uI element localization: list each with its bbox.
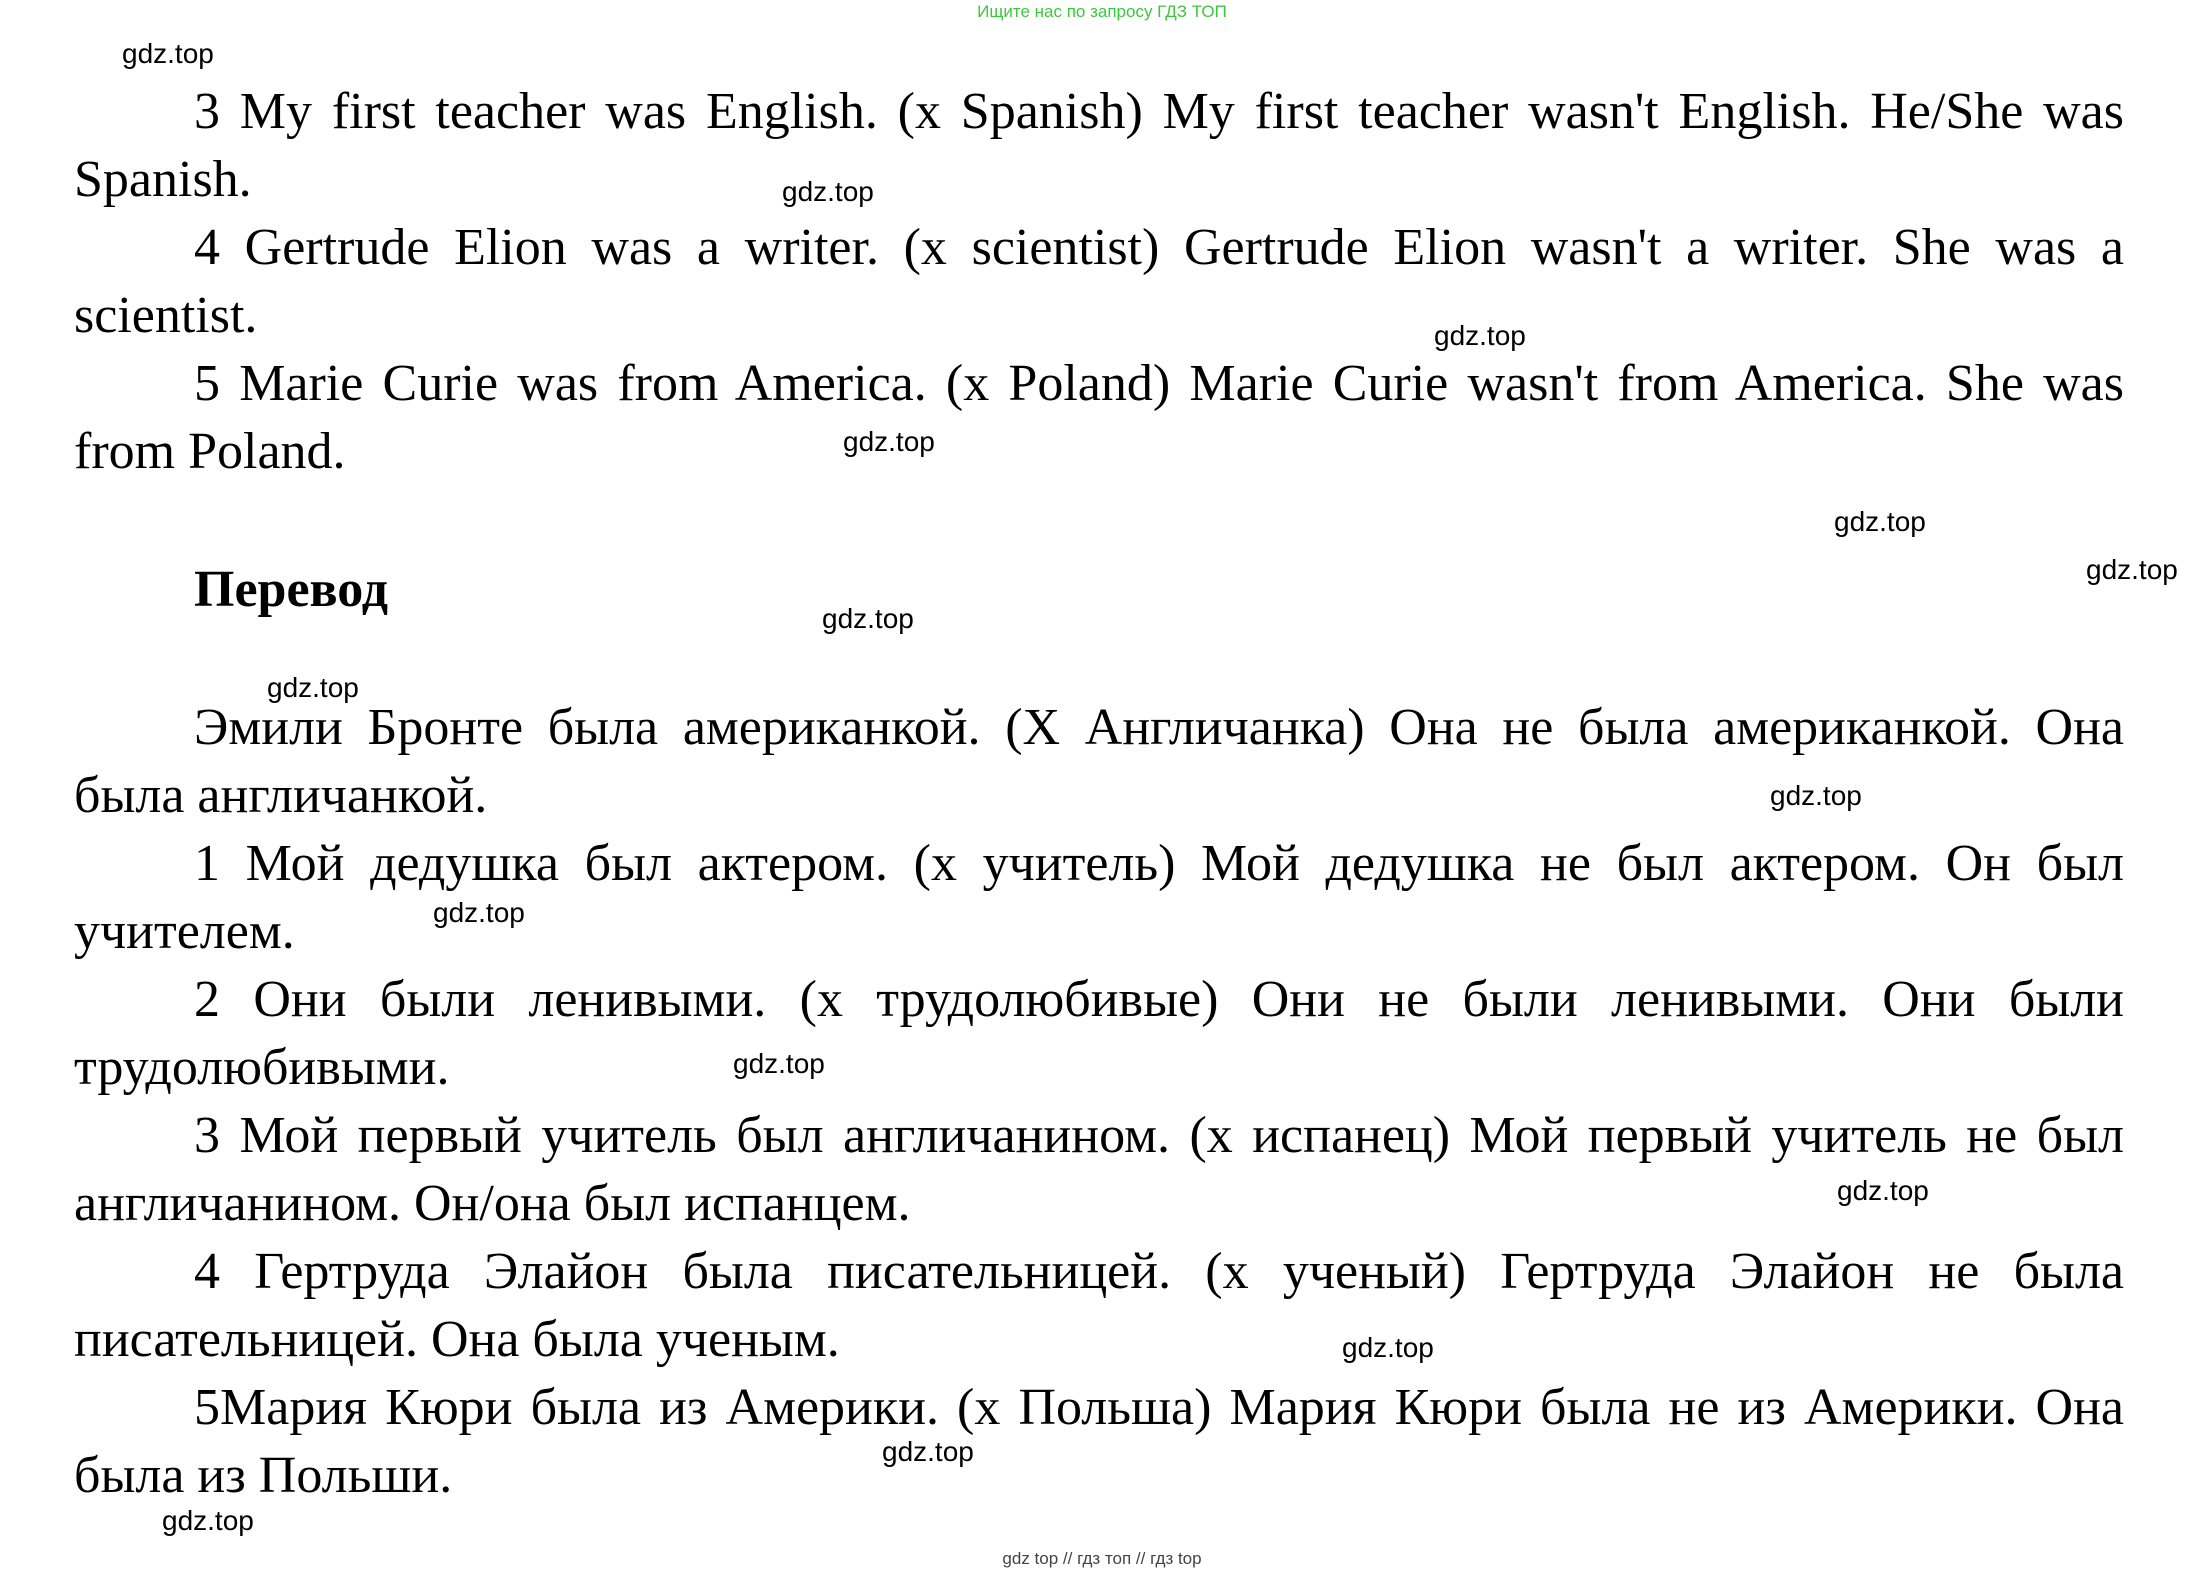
watermark: gdz.top [433, 897, 525, 928]
watermark: gdz.top [843, 426, 935, 457]
watermark: gdz.top [1434, 320, 1526, 351]
bottom-banner: gdz top // гдз топ // гдз top [1002, 1549, 1202, 1568]
watermark: gdz.top [782, 176, 874, 207]
russian-answer-4: 4 Гертруда Элайон была писательницей. (х ученый) Гертруда Элайон не была писательницей. Она была ученым. [74, 1243, 2124, 1368]
russian-answer-2: 2 Они были ленивыми. (х трудолюбивые) Они не были ленивыми. Они были трудолюбивыми. [74, 971, 2124, 1096]
watermark: gdz.top [267, 672, 359, 703]
watermark: gdz.top [882, 1436, 974, 1467]
english-answers [74, 78, 2124, 486]
watermark: gdz.top [1770, 780, 1862, 811]
english-answer-3: 3 My first teacher was English. (x Spanish) My first teacher wasn't English. He/She was Spanish. [74, 83, 2124, 208]
watermark: gdz.top [1837, 1175, 1929, 1206]
translation-heading: Перевод [194, 561, 389, 618]
watermark: gdz.top [822, 603, 914, 634]
english-answer-5: 5 Marie Curie was from America. (x Poland) Marie Curie wasn't from America. She was from Poland. [74, 355, 2124, 480]
russian-answer-3: 3 Мой первый учитель был англичанином. (х испанец) Мой первый учитель не был англичанином. Он/она был испанцем. [74, 1107, 2124, 1232]
english-answer-4: 4 Gertrude Elion was a writer. (x scientist) Gertrude Elion wasn't a writer. She was a scientist. [74, 219, 2124, 344]
russian-answer-5: 5Мария Кюри была из Америки. (х Польша) Мария Кюри была не из Америки. Она была из Польши. [74, 1379, 2124, 1504]
watermark: gdz.top [2086, 554, 2178, 585]
watermark: gdz.top [1342, 1332, 1434, 1363]
watermark: gdz.top [1834, 506, 1926, 537]
russian-translations [74, 694, 2124, 1510]
watermark: gdz.top [162, 1505, 254, 1536]
russian-answer-example: Эмили Бронте была американкой. (X Англичанка) Она не была американкой. Она была англичанкой. [74, 699, 2124, 824]
russian-answer-1: 1 Мой дедушка был актером. (x учитель) Мой дедушка не был актером. Он был учителем. [74, 835, 2124, 960]
watermark: gdz.top [733, 1048, 825, 1079]
watermark: gdz.top [122, 38, 214, 69]
top-banner: Ищите нас по запросу ГДЗ ТОП [977, 2, 1227, 21]
